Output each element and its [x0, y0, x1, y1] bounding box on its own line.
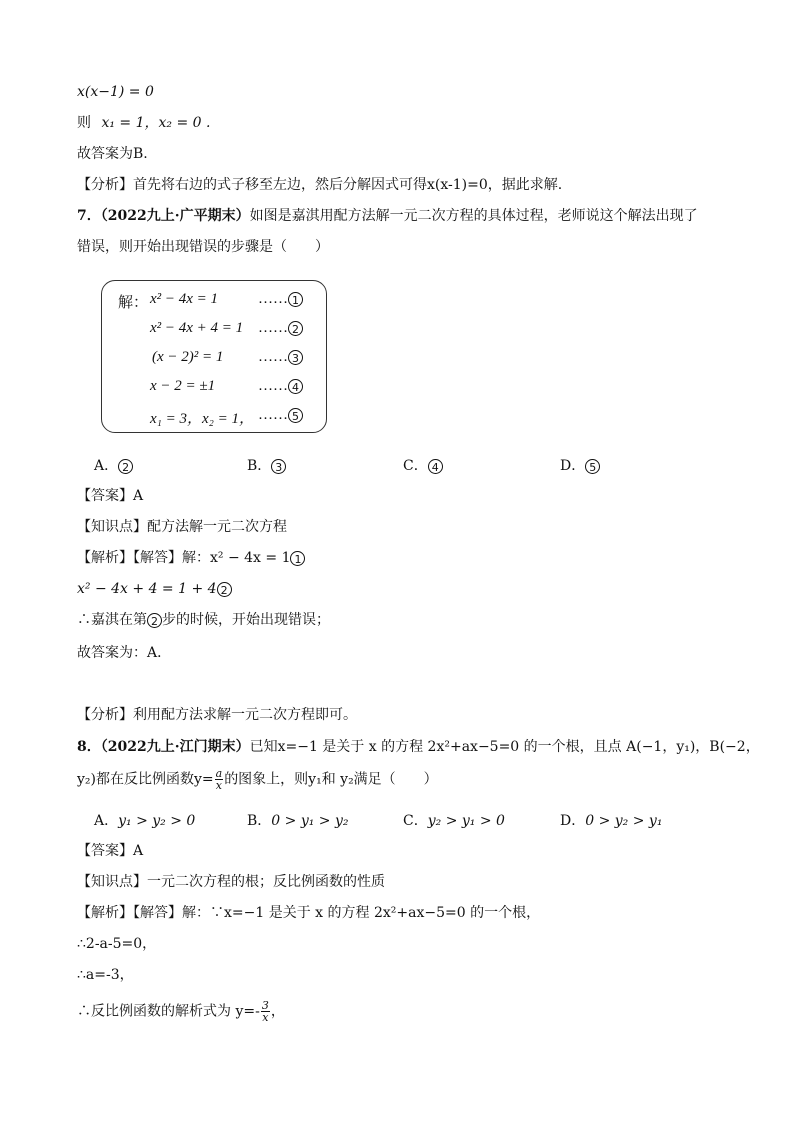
- circled-1-icon: 1: [288, 292, 303, 307]
- step-1-marker: …… 1: [258, 291, 303, 308]
- roots-prefix: 则: [77, 115, 91, 131]
- circled-4-icon: 4: [288, 379, 303, 394]
- q8-solution-line1: 【解析】【解答】解：∵x=−1 是关于 x 的方程 2x²+ax−5=0 的一个根，: [77, 905, 541, 921]
- q7-solution-line1: [77, 548, 305, 568]
- q7-number: 7．: [77, 208, 101, 224]
- q7-option-d[interactable]: D． 5: [560, 455, 600, 475]
- q7-stem-line2: 错误，则开始出现错误的步骤是（ ）: [77, 239, 329, 255]
- q8-solution-line2: ∴2-a-5=0，: [77, 936, 157, 952]
- solution-box: [101, 280, 327, 433]
- solution-step-5: x₁ = 3，x₂ = 1，: [150, 411, 254, 427]
- q8-solution-line4: ∴反比例函数的解析式为 y=- $\frac{3}{x}$ ，: [77, 999, 285, 1024]
- circled-2-icon: 2: [217, 582, 232, 597]
- circled-2-icon: 2: [288, 321, 303, 336]
- q8-number: 8．: [77, 739, 101, 755]
- analysis-line: [77, 175, 562, 195]
- q8-answer-line: [77, 841, 143, 861]
- q7-solution-eq1: 解：x² − 4x = 1: [182, 550, 291, 566]
- q7-stem-line1: [77, 206, 698, 226]
- q7-solution-eq2: x² − 4x + 4 = 1 + 4: [77, 581, 217, 597]
- q7-solution-line2: [77, 579, 232, 599]
- fraction-a-over-x: $\frac{a}{x}$: [215, 767, 223, 792]
- roots-values: x₁ = 1，x₂ = 0 .: [101, 115, 211, 131]
- q8-option-d[interactable]: D．0 > y₂ > y₁: [560, 813, 663, 829]
- q8-stem-line2: y₂)都在反比例函数y= $\frac{a}{x}$ 的图象上，则y₁和 y₂满足（ ）: [77, 767, 438, 792]
- solution-tag: 【解析】【解答】: [77, 550, 182, 566]
- q8-stem: 已知x=−1 是关于 x 的方程 2x²+ax−5=0 的一个根，且点 A(−1，y₁)，B(−2，: [249, 739, 760, 755]
- q7-knowledge: 配方法解一元二次方程: [147, 519, 287, 535]
- q8-option-a[interactable]: A．y₁ > y₂ > 0: [94, 813, 196, 829]
- q8-option-b[interactable]: B．0 > y₁ > y₂: [247, 813, 349, 829]
- step-4-marker: …… 4: [258, 378, 303, 395]
- q7-option-c[interactable]: C． 4: [403, 455, 443, 475]
- knowledge-tag: 【知识点】: [77, 874, 147, 890]
- q7-answer: A: [133, 488, 144, 504]
- circled-3-icon: 3: [288, 350, 303, 365]
- circled-3-icon: 3: [271, 459, 286, 474]
- q7-conclusion-line: ∴嘉淇在第 2 步的时候，开始出现错误；: [77, 612, 330, 628]
- q7-option-b[interactable]: B． 3: [247, 455, 286, 475]
- q8-knowledge: 一元二次方程的根；反比例函数的性质: [147, 874, 385, 890]
- q8-source: （2022九上·江门期末）: [100, 739, 250, 755]
- circled-5-icon: 5: [288, 408, 303, 423]
- q7-final-answer: 故答案为：A．: [77, 645, 172, 661]
- knowledge-tag: 【知识点】: [77, 519, 147, 535]
- answer-tag: 【答案】: [77, 488, 133, 504]
- answer-line: 故答案为B.: [77, 146, 148, 162]
- step-3-marker: …… 3: [258, 349, 303, 366]
- solution-jie: 解：: [118, 295, 149, 311]
- q8-knowledge-line: [77, 872, 385, 892]
- equation-line: x(x−1) = 0: [77, 84, 154, 100]
- q7-analysis: 利用配方法求解一元二次方程即可。: [133, 707, 357, 723]
- solution-step-2: x² − 4x + 4 = 1: [150, 320, 244, 336]
- q8-answer: A: [133, 843, 144, 859]
- solution-step-1: x² − 4x = 1: [150, 291, 219, 307]
- q7-knowledge-line: [77, 517, 287, 537]
- analysis-tag: 【分析】: [77, 177, 133, 193]
- step-5-marker: …… 5: [258, 407, 303, 424]
- step-2-marker: …… 2: [258, 320, 303, 337]
- q8-stem-line1: [77, 737, 760, 757]
- solution-tag: 【解析】【解答】: [77, 905, 182, 921]
- analysis-tag: 【分析】: [77, 707, 133, 723]
- q7-stem: 如图是嘉淇用配方法解一元二次方程的具体过程，老师说这个解法出现了: [249, 208, 698, 224]
- circled-5-icon: 5: [585, 459, 600, 474]
- roots-line: [77, 113, 210, 133]
- circled-2-icon: 2: [147, 613, 162, 628]
- answer-tag: 【答案】: [77, 843, 133, 859]
- q8-option-c[interactable]: C．y₂ > y₁ > 0: [403, 813, 505, 829]
- q7-answer-line: [77, 486, 143, 506]
- q7-option-a[interactable]: A． 2: [94, 455, 133, 475]
- q7-analysis-line: [77, 705, 357, 725]
- q8-solution-line3: ∴a=-3，: [77, 967, 134, 983]
- fraction-3-over-x: $\frac{3}{x}$: [261, 999, 269, 1024]
- solution-step-4: x − 2 = ±1: [150, 378, 216, 394]
- circled-4-icon: 4: [428, 459, 443, 474]
- solution-step-3: (x − 2)² = 1: [152, 349, 224, 365]
- circled-1-icon: 1: [290, 551, 305, 566]
- q7-source: （2022九上·广平期末）: [100, 208, 250, 224]
- circled-2-icon: 2: [118, 459, 133, 474]
- analysis-text: 首先将右边的式子移至左边，然后分解因式可得x(x-1)=0，据此求解.: [133, 177, 563, 193]
